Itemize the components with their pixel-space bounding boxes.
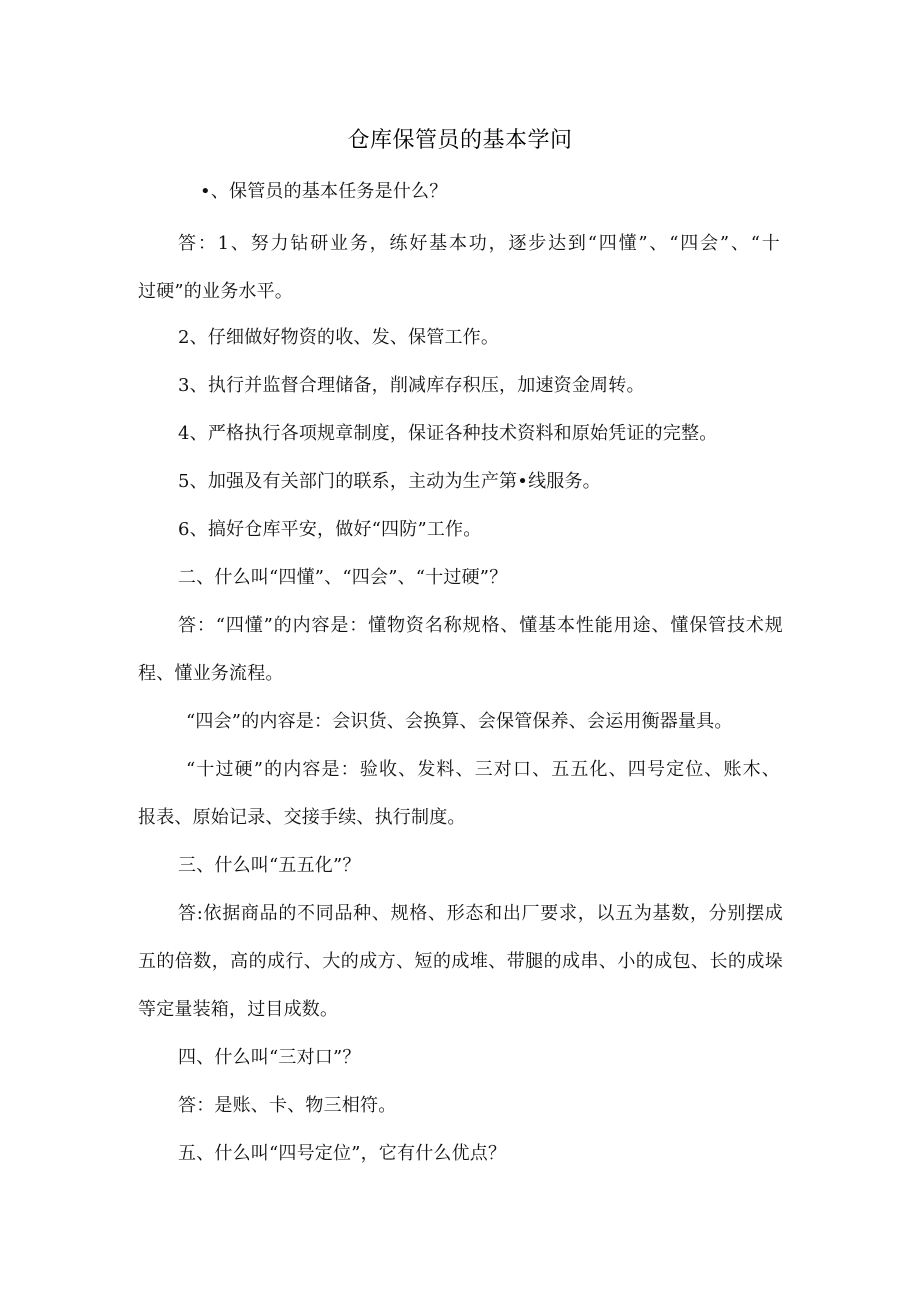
paragraph-line-5: 4、严格执行各项规章制度，保证各种技术资料和原始凭证的完整。	[178, 423, 718, 444]
heading-line-4: 四、什么叫“三对口”？	[178, 1047, 361, 1068]
paragraph-line-16: 答：是账、卡、物三相符。	[178, 1095, 397, 1116]
paragraph-line-1: 答：1、努力钻研业务，练好基本功，逐步达到“四懂”、“四会”、“十	[178, 233, 780, 254]
paragraph-line-4: 3、执行并监督合理储备，削减库存积压，加速资金周转。	[178, 375, 645, 396]
document-title: 仓库保管员的基本学问	[347, 128, 573, 153]
paragraph-line-6: 5、加强及有关部门的联系，主动为生产第•线服务。	[178, 471, 601, 492]
paragraph-line-11: “十过硬”的内容是：验收、发料、三对口、五五化、四号定位、账木、	[186, 759, 780, 780]
heading-line-3: 三、什么叫“五五化”？	[178, 855, 361, 876]
paragraph-line-3: 2、仔细做好物资的收、发、保管工作。	[178, 327, 500, 348]
paragraph-line-12: 报表、原始记录、交接手续、执行制度。	[138, 807, 466, 828]
paragraph-line-10: “四会”的内容是：会识货、会换算、会保管保养、会运用衡器量具。	[186, 711, 733, 732]
paragraph-line-7: 6、搞好仓库平安，做好“四防”工作。	[178, 519, 482, 540]
heading-line-1: •、保管员的基本任务是什么？	[200, 181, 448, 202]
heading-line-5: 五、什么叫“四号定位”，它有什么优点？	[178, 1143, 507, 1164]
paragraph-line-9: 程、懂业务流程。	[138, 663, 284, 684]
heading-line-2: 二、什么叫“四懂”、“四会”、“十过硬”？	[178, 567, 508, 588]
paragraph-line-2: 过硬”的业务水平。	[138, 281, 294, 302]
paragraph-line-8: 答：“四懂”的内容是：懂物资名称规格、懂基本性能用途、懂保管技术规	[178, 615, 783, 636]
paragraph-line-15: 等定量装箱，过目成数。	[138, 999, 339, 1020]
paragraph-line-13: 答:依据商品的不同品种、规格、形态和出厂要求，以五为基数，分别摆成	[178, 903, 783, 924]
paragraph-line-14: 五的倍数，高的成行、大的成方、短的成堆、带腿的成串、小的成包、长的成垛	[138, 951, 783, 972]
